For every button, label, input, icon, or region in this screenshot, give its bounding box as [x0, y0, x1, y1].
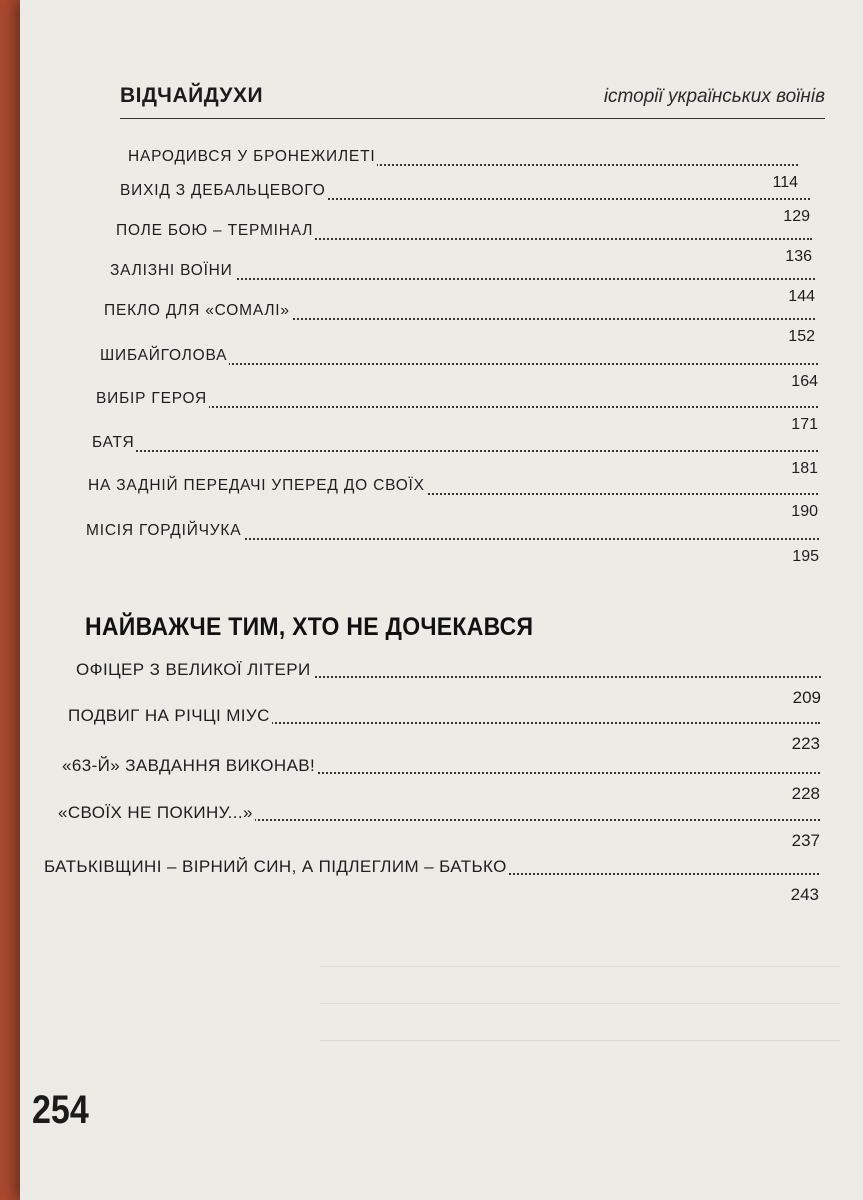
- toc-entry: [76, 660, 821, 708]
- toc-entry: [96, 390, 818, 438]
- toc-entry: [88, 477, 818, 525]
- running-header: [120, 82, 825, 119]
- toc-entry-page: 190: [791, 503, 818, 520]
- toc-entry-title: ПЕКЛО ДЛЯ «СОМАЛІ»: [104, 302, 290, 319]
- toc-entry: [62, 756, 820, 804]
- toc-entry-title: ОФІЦЕР З ВЕЛИКОЇ ЛІТЕРИ: [76, 660, 311, 679]
- toc-entry-page: 195: [792, 548, 819, 565]
- toc-entry: [104, 302, 815, 350]
- book-page: [20, 0, 863, 1200]
- toc-entry: [86, 522, 819, 570]
- page-number: 254: [32, 1088, 89, 1132]
- toc-entry: [100, 347, 818, 395]
- leader-dots: [92, 450, 818, 452]
- book-subtitle: історії українських воїнів: [603, 86, 825, 107]
- show-through-lines: [320, 930, 840, 1050]
- toc-entry-title: ЗАЛІЗНІ ВОЇНИ: [110, 262, 233, 279]
- toc-entry-title: НАРОДИВСЯ У БРОНЕЖИЛЕТІ: [128, 148, 376, 165]
- toc-entry-page: 209: [792, 688, 821, 707]
- toc-entry-title: ПОЛЕ БОЮ – ТЕРМІНАЛ: [116, 222, 314, 239]
- toc-entry-title: «СВОЇХ НЕ ПОКИНУ...»: [58, 803, 253, 822]
- toc-entry: [92, 434, 818, 482]
- toc-entry-title: БАТЯ: [92, 434, 135, 451]
- toc-entry-page: 114: [772, 174, 798, 191]
- toc-entry-page: 223: [791, 734, 820, 753]
- toc-entry-page: 228: [791, 784, 820, 803]
- toc-entry: [44, 857, 819, 905]
- toc-entry-page: 237: [791, 831, 820, 850]
- toc-entry-page: 152: [788, 328, 815, 345]
- toc-entry: [58, 803, 820, 851]
- toc-entry-page: 171: [791, 416, 818, 433]
- toc-entry-page: 181: [791, 460, 818, 477]
- toc-entry-title: ПОДВИГ НА РІЧЦІ МІУС: [68, 706, 270, 725]
- toc-entry: [68, 706, 820, 754]
- toc-entry-title: МІСІЯ ГОРДІЙЧУКА: [86, 522, 242, 539]
- toc-entry-title: «63-Й» ЗАВДАННЯ ВИКОНАВ!: [62, 756, 316, 775]
- toc-entry-title: ШИБАЙГОЛОВА: [100, 347, 228, 364]
- toc-entry-title: ВИХІД З ДЕБАЛЬЦЕВОГО: [120, 182, 326, 199]
- toc-entry-title: НА ЗАДНІЙ ПЕРЕДАЧІ УПЕРЕД ДО СВОЇХ: [88, 477, 425, 494]
- toc-entry-page: 164: [791, 373, 818, 390]
- toc-entry-page: 243: [790, 885, 819, 904]
- toc-entry-page: 136: [785, 248, 812, 265]
- toc-entry-page: 129: [783, 208, 810, 225]
- toc-entry-title: ВИБІР ГЕРОЯ: [96, 390, 208, 407]
- book-title: ВІДЧАЙДУХИ: [120, 84, 264, 107]
- toc-entry-page: 144: [788, 288, 815, 305]
- toc-entry-title: БАТЬКІВЩИНІ – ВІРНИЙ СИН, А ПІДЛЕГЛИМ – БАТЬКО: [44, 857, 507, 876]
- section-heading: НАЙВАЖЧЕ ТИМ, ХТО НЕ ДОЧЕКАВСЯ: [85, 613, 534, 641]
